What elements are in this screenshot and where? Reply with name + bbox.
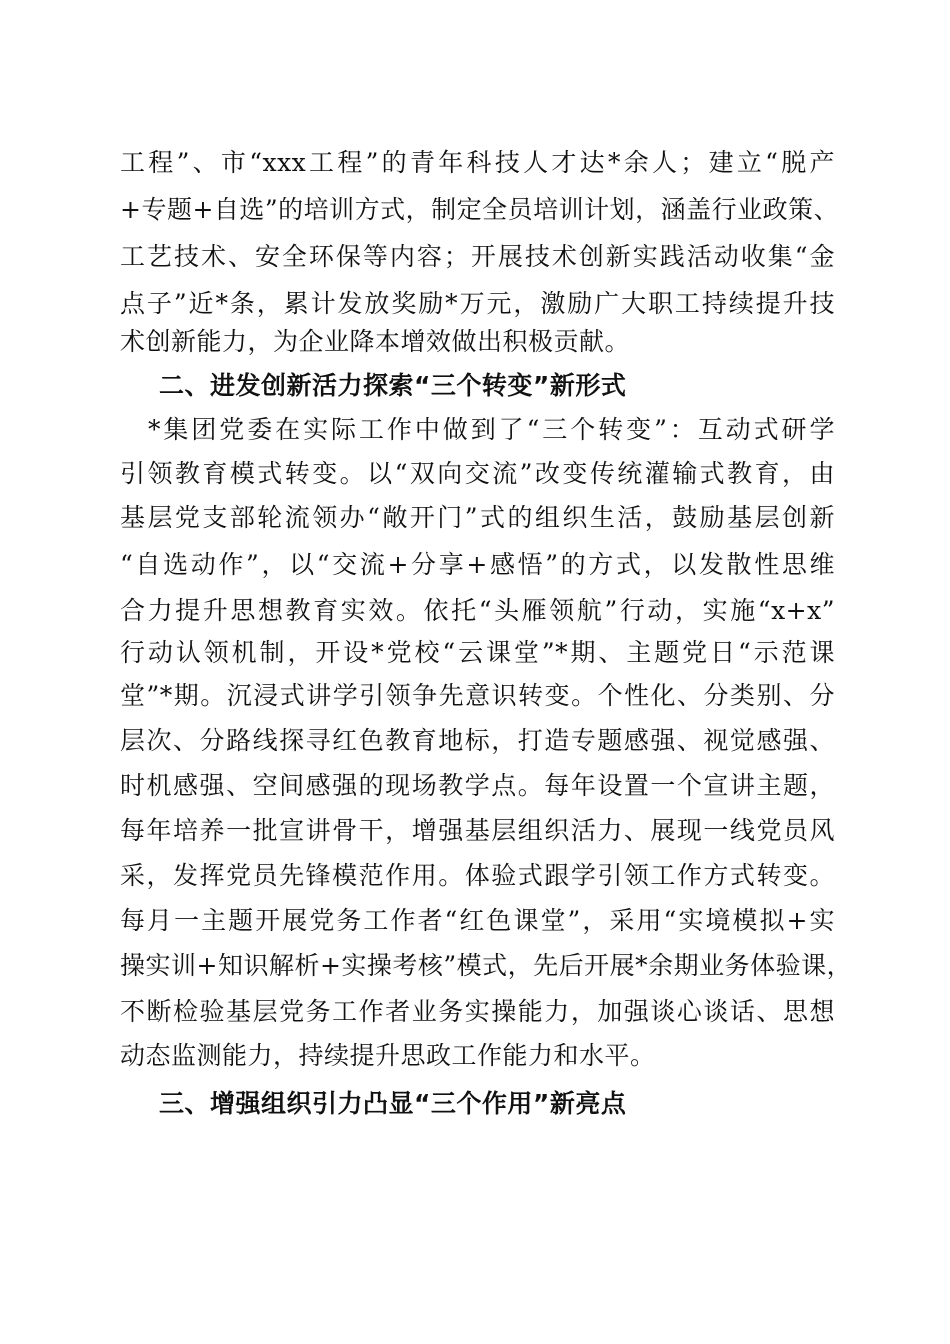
section-heading: 三、增强组织引力凸显“三个作用”新亮点	[159, 1089, 627, 1118]
paragraph-line: 每年培养一批宣讲骨干，增强基层组织活力、展现一线党员风	[120, 816, 835, 845]
paragraph-line: 引领教育模式转变。以“双向交流”改变传统灌输式教育，由	[120, 459, 835, 488]
section-heading: 二、进发创新活力探索“三个转变”新形式	[159, 371, 627, 400]
paragraph-line: “自选动作”，以“交流+分享+感悟”的方式，以发散性思维	[120, 550, 835, 579]
paragraph-line: +专题+自选”的培训方式，制定全员培训计划，涵盖行业政策、	[120, 195, 840, 224]
paragraph-line: *集团党委在实际工作中做到了“三个转变”：互动式研学	[120, 415, 835, 444]
paragraph-line: 时机感强、空间感强的现场教学点。每年设置一个宣讲主题，	[120, 771, 835, 800]
paragraph-line: 行动认领机制，开设*党校“云课堂”*期、主题党日“示范课	[120, 638, 835, 667]
paragraph-line: 点子”近*条，累计发放奖励*万元，激励广大职工持续提升技	[120, 289, 835, 318]
paragraph-line: 工艺技术、安全环保等内容；开展技术创新实践活动收集“金	[120, 242, 835, 271]
paragraph-line: 基层党支部轮流领办“敞开门”式的组织生活，鼓励基层创新	[120, 503, 835, 532]
paragraph-line: 合力提升思想教育实效。依托“头雁领航”行动，实施“x+x”	[120, 596, 835, 625]
paragraph-line: 堂”*期。沉浸式讲学引领争先意识转变。个性化、分类别、分	[120, 681, 835, 710]
paragraph-line: 每月一主题开展党务工作者“红色课堂”，采用“实境模拟+实	[120, 906, 835, 935]
paragraph-line: 采，发挥党员先锋模范作用。体验式跟学引领工作方式转变。	[120, 861, 835, 890]
paragraph-line: 术创新能力，为企业降本增效做出积极贡献。	[120, 327, 631, 356]
paragraph-line: 操实训+知识解析+实操考核”模式，先后开展*余期业务体验课，	[120, 951, 853, 980]
paragraph-line: 层次、分路线探寻红色教育地标，打造专题感强、视觉感强、	[120, 726, 835, 755]
paragraph-line: 动态监测能力，持续提升思政工作能力和水平。	[120, 1041, 656, 1070]
paragraph-line: 不断检验基层党务工作者业务实操能力，加强谈心谈话、思想	[120, 997, 835, 1026]
paragraph-line: 工程”、市“xxx工程”的青年科技人才达*余人；建立“脱产	[120, 148, 835, 177]
